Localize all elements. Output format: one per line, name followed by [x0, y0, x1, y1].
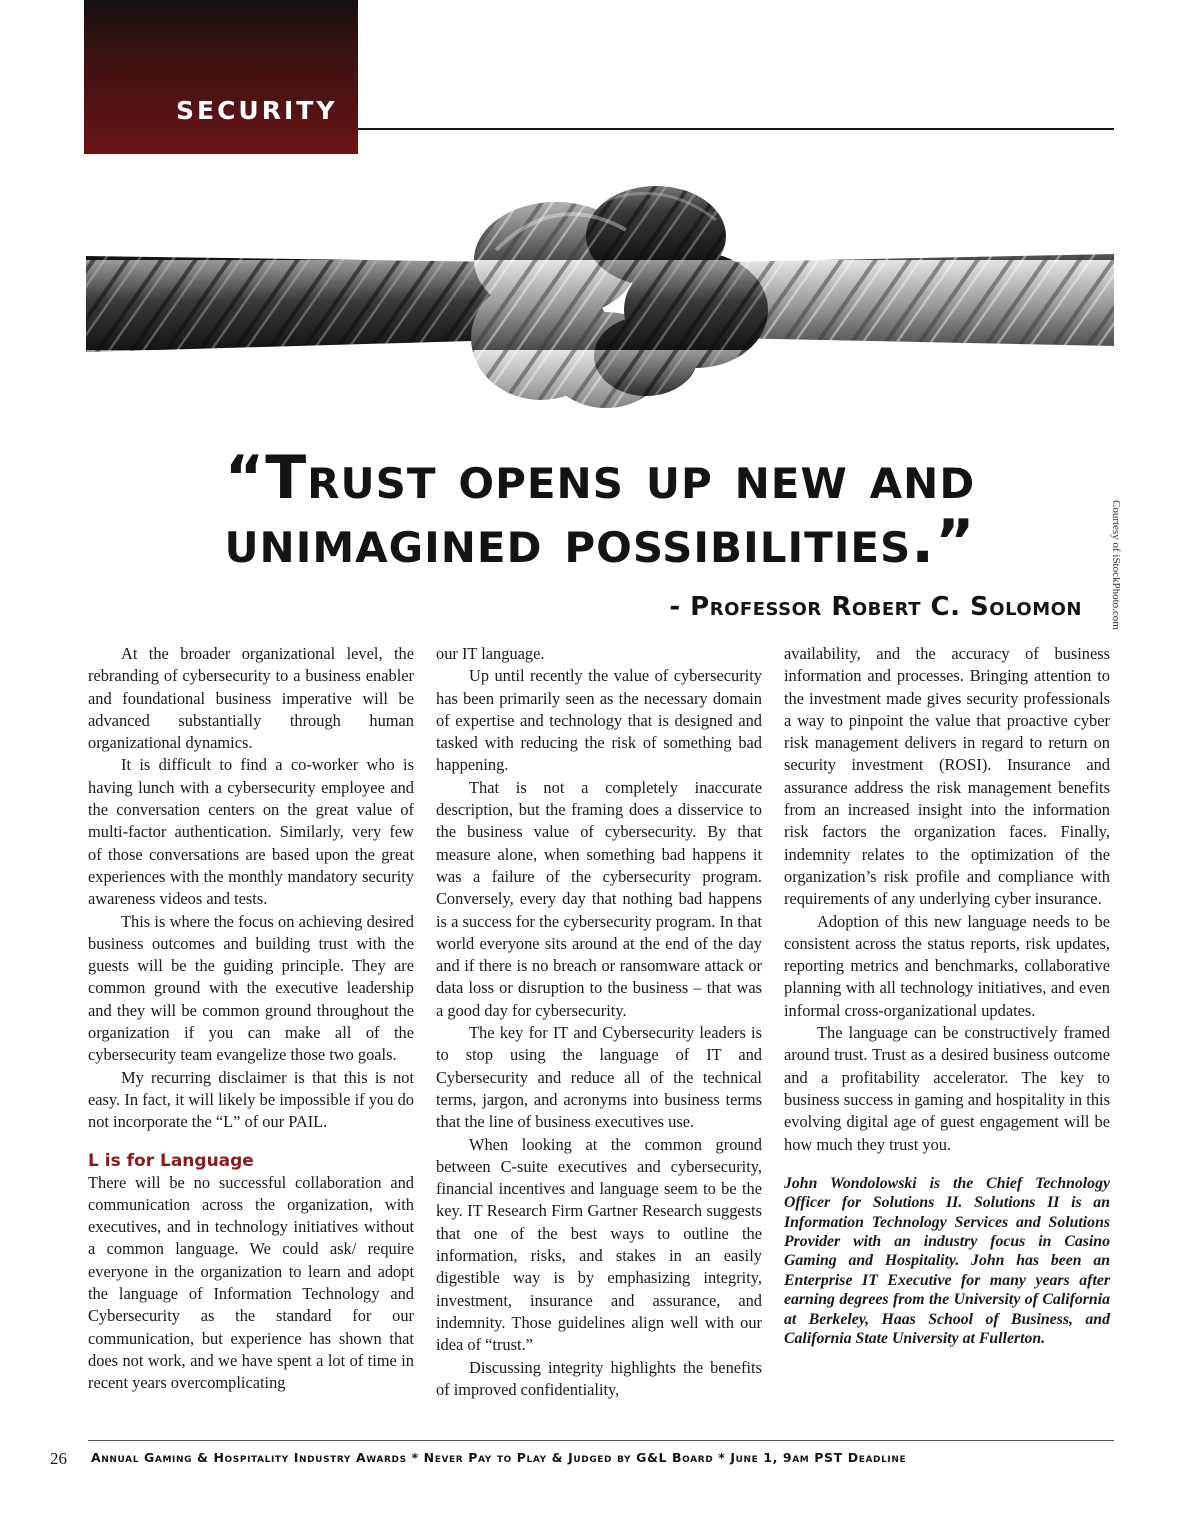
photo-credit: Courtesy of iStockPhoto.com — [1110, 500, 1122, 630]
paragraph: Discussing integrity highlights the benefits of improved confidentiality, — [436, 1357, 762, 1399]
section-banner — [84, 0, 358, 154]
section-subhead: L is for Language — [88, 1150, 254, 1171]
page-number: 26 — [50, 1449, 67, 1468]
article-column-3 — [784, 643, 1110, 1348]
paragraph: The language can be constructively framed around trust. Trust as a desired business outcome and a profitability accelerator. The key to business success in gaming and hospitality in this evolving digital age of guest engagement will be how much they trust you. — [784, 1023, 1110, 1154]
author-bio: John Wondolowski is the Chief Technology Officer for Solutions II. Solutions II is an Information Technology Services and Solutions Provider with an industry focus in Casino Gaming and Hospitality. John has been an Enterprise IT Executive for many years after earning degrees from the University of California at Berkeley, Haas School of Business, and California State University at Fullerton. — [784, 1174, 1110, 1348]
paragraph: availability, and the accuracy of business information and processes. Bringing attention to the investment made gives security professionals a way to pinpoint the value that proactive cyber risk management delivers in regard to return on security investment (ROSI). Insurance and assurance address the risk management benefits from an increased insight into the information risk factors the organization faces. Finally, indemnity relates to the optimization of the organization’s risk profile and compliance with requirements of any underlying cyber insurance. — [784, 644, 1110, 909]
article-column-2 — [436, 643, 762, 1401]
paragraph: Up until recently the value of cybersecurity has been primarily seen as the necessary domain of expertise and technology that is designed and tasked with reducing the risk of something bad happening. — [436, 666, 762, 775]
section-label: SECURITY — [176, 96, 338, 125]
header-rule — [358, 128, 1114, 130]
footer-banner: Annual Gaming & Hospitality Industry Awards * Never Pay to Play & Judged by G&L Board * June 1, 9am PST Deadline — [91, 1450, 907, 1465]
quote-attribution: - Professor Robert C. Solomon — [669, 592, 1082, 622]
footer-rule — [88, 1440, 1114, 1441]
paragraph: Adoption of this new language needs to be consistent across the status reports, risk updates, reporting metrics and benchmarks, collaborative planning with all technology initiatives, and even informal cross-organizational updates. — [784, 911, 1110, 1020]
pull-quote — [60, 443, 1140, 577]
paragraph: This is where the focus on achieving desired business outcomes and building trust with the guests will be the guiding principle. They are common ground with the executive leadership and they will be common ground throughout the organization if you can make all of the cybersecurity team evangelize those two goals. — [88, 911, 414, 1065]
pull-quote-line-1: “Trust opens up new and — [224, 443, 976, 513]
paragraph: The key for IT and Cybersecurity leaders is to stop using the language of IT and Cybersecurity and reduce all of the technical terms, jargon, and acronyms into business terms that the line of business executives use. — [436, 1023, 762, 1132]
rope-knot-image — [86, 170, 1114, 430]
paragraph: At the broader organizational level, the rebranding of cybersecurity to a business enabler and foundational business imperative will be advanced substantially through human organizational dynamics. — [88, 644, 414, 753]
paragraph: There will be no successful collaboration and communication across the organization, with executives, and in technology initiatives without a common language. We could ask/ require everyone in the organization to learn and adopt the language of Information Technology and Cybersecurity as the standard for our communication, but experience has shown that does not work, and we have spent a lot of time in recent years overcomplicating — [88, 1172, 414, 1393]
paragraph: It is difficult to find a co-worker who is having lunch with a cybersecurity employee and the conversation centers on the great value of multi-factor authentication. Similarly, very few of those conversations are based upon the great experiences with the monthly mandatory security awareness videos and tests. — [88, 755, 414, 909]
paragraph: our IT language. — [436, 644, 545, 663]
pull-quote-line-2: unimagined possibilities.” — [224, 507, 976, 577]
paragraph: That is not a completely inaccurate description, but the framing does a disservice to the business value of cybersecurity. By that measure alone, when something bad happens it was a failure of the cybersecurity program. Conversely, every day that nothing bad happens is a success for the cybersecurity program. In that world everyone sits around at the end of the day and if there is no breach or ransomware attack or data loss or disruption to the business – that was a good day for cybersecurity. — [436, 777, 762, 1020]
article-column-1 — [88, 643, 414, 1395]
paragraph: When looking at the common ground between C-suite executives and cybersecurity, financial incentives and language seem to be the key. IT Research Firm Gartner Research suggests that one of the best ways to outline the information, risks, and stakes in an easily digestible way is by emphasizing integrity, investment, insurance and assurance, and indemnity. Those guidelines align well with our idea of “trust.” — [436, 1134, 762, 1355]
paragraph: My recurring disclaimer is that this is not easy. In fact, it will likely be impossible if you do not incorporate the “L” of our PAIL. — [88, 1067, 414, 1132]
